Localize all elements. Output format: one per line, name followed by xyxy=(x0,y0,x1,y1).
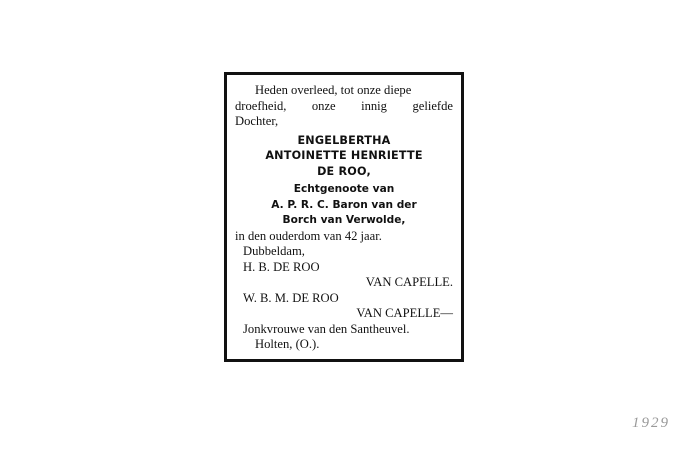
deceased-name-line-1: ENGELBERTHA xyxy=(297,133,391,147)
signer-2-name: W. B. M. DE ROO xyxy=(243,290,339,305)
spouse-intro: Echtgenoote van xyxy=(293,183,395,195)
spouse-line-2: Borch van Verwolde, xyxy=(282,214,406,226)
intro-line-1: Heden overleed, tot onze diepe xyxy=(255,83,412,97)
deceased-name-line-3: DE ROO, xyxy=(317,164,371,178)
spouse-line-1: A. P. R. C. Baron van der xyxy=(271,198,417,211)
intro-word: droefheid, xyxy=(235,98,287,113)
signer-2-title: Jonkvrouwe van den Santheuvel. xyxy=(243,321,410,336)
intro-word: innig xyxy=(361,98,387,113)
intro-line-3: Dochter, xyxy=(235,114,279,128)
intro-word: onze xyxy=(311,98,336,113)
intro-line-2 xyxy=(235,99,453,115)
age-line: in den ouderdom van 42 jaar. xyxy=(235,228,382,243)
deceased-name-line-2: ANTOINETTE HENRIETTE xyxy=(265,149,423,162)
place-dubbeldam: Dubbeldam, xyxy=(243,244,305,258)
death-notice xyxy=(224,72,464,362)
intro-word: geliefde xyxy=(412,98,453,113)
signer-1-name-cont: VAN CAPELLE. xyxy=(365,275,453,289)
signer-1-name: H. B. DE ROO xyxy=(243,259,320,274)
year-stamp: 1929 xyxy=(632,415,670,431)
place-holten: Holten, (O.). xyxy=(255,337,320,351)
signer-2-name-cont: VAN CAPELLE— xyxy=(356,306,453,320)
